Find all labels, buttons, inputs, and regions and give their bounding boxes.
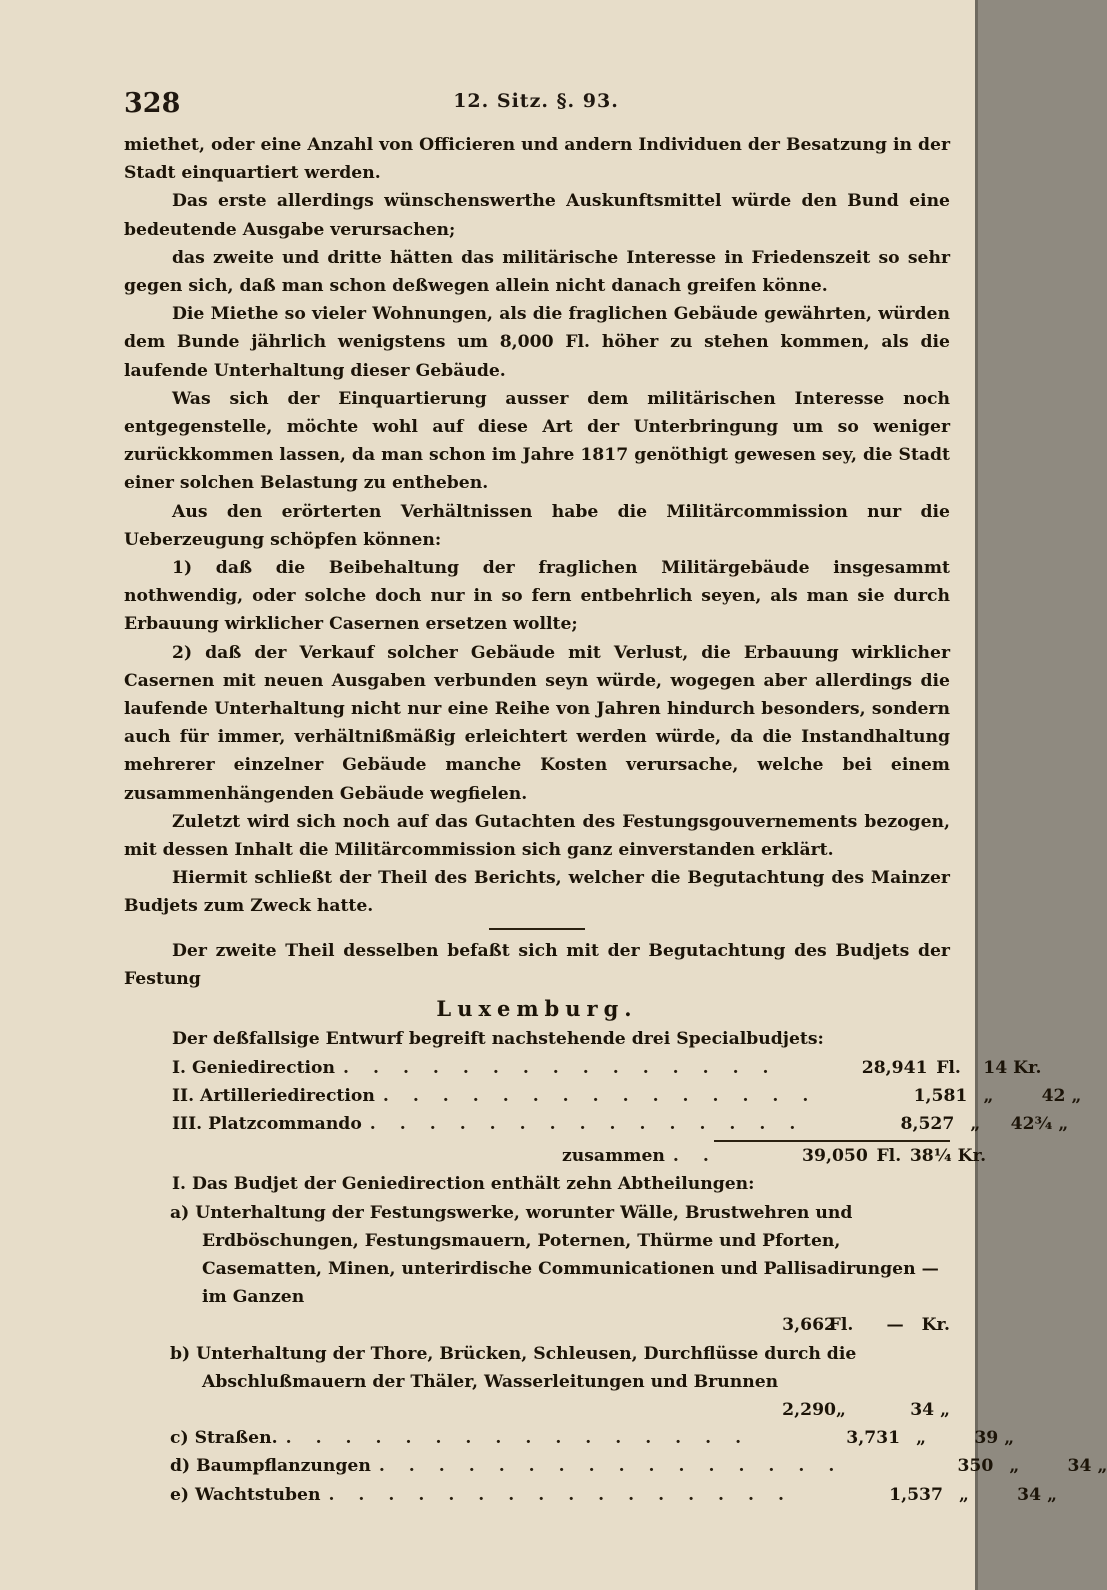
genie-unit: „ xyxy=(836,1399,846,1420)
budget-amount: 28,941 xyxy=(861,1057,928,1078)
page-header xyxy=(124,88,948,124)
budget-label: II. Artilleriedirection xyxy=(172,1085,375,1106)
page-body xyxy=(124,131,1107,1509)
paragraph: Aus den erörterten Verhältnissen habe die Militärcommission nur die Ueberzeugung schöpfen können: xyxy=(124,501,950,550)
leader-dots: . . . . . . . . . . . . . . . . xyxy=(378,1456,844,1477)
section-title: Luxemburg. xyxy=(436,996,638,1022)
genie-item xyxy=(170,1452,1107,1480)
paragraph: I. Das Budjet der Geniedirection enthält zehn Abtheilungen: xyxy=(172,1174,755,1195)
leader-dots: . . . . . . . . . . . . . . . xyxy=(369,1113,805,1134)
genie-unit: Fl. xyxy=(828,1315,854,1336)
leader-dots: . . . . . . . . . . . . . . . xyxy=(343,1057,778,1078)
genie-amount: 350 xyxy=(957,1456,994,1477)
genie-item-label: c) Straßen. xyxy=(170,1428,278,1449)
genie-item xyxy=(170,1424,1015,1452)
genie-amount: 3,731 xyxy=(846,1428,901,1449)
paragraph: Die Miethe so vieler Wohnungen, als die fraglichen Gebäude gewährten, würden dem Bunde jährlich wenigstens um 8,000 Fl. höher zu stehen kommen, als die laufende Unterhaltung dieser Gebäude. xyxy=(124,304,950,381)
budget-row xyxy=(172,1054,1042,1082)
leader-dots: . . . . . . . . . . . . . . . xyxy=(382,1085,818,1106)
leader-dots: . . xyxy=(672,1146,718,1167)
genie-unit: „ xyxy=(959,1484,969,1505)
budget-label: I. Geniedirection xyxy=(172,1057,336,1078)
budget-unit: „ xyxy=(983,1085,994,1106)
genie-item-label: a) Unterhaltung der Festungswerke, worunter Wälle, Brustwehren und Erdböschungen, Festungsmauern, Poternen, Thürme und Pforten, Casematten, Minen, unterirdische Communicationen und Pallisadirungen — im Ganzen xyxy=(170,1202,939,1308)
genie-item-label: d) Baumpflanzungen xyxy=(170,1456,371,1477)
budget-kr: 14 Kr. xyxy=(983,1057,1042,1078)
total-row xyxy=(172,1142,987,1170)
total-amount: 39,050 xyxy=(802,1146,868,1167)
leader-dots: . . . . . . . . . . . . . . . . xyxy=(285,1428,751,1449)
total-kr: 38¼ Kr. xyxy=(909,1146,987,1167)
paragraph: das zweite und dritte hätten das militärische Interesse in Friedenszeit so sehr gegen sich, daß man schon deßwegen allein nicht danach greifen könne. xyxy=(124,247,950,297)
genie-item-text xyxy=(170,1340,950,1396)
kr-unit: Kr. xyxy=(921,1315,950,1336)
budget-amount: 8,527 xyxy=(900,1113,955,1134)
paragraph: Das erste allerdings wünschenswerthe Auskunftsmittel würde den Bund eine bedeutende Ausgabe verursachen; xyxy=(124,191,950,240)
genie-amount: 2,290 xyxy=(782,1399,836,1420)
list-item: 2) daß der Verkauf solcher Gebäude mit Verlust, die Erbauung wirklicher Casernen mit neuen Ausgaben verbunden seyn würde, wogegen aber allerdings die laufende Unterhaltung nicht nur eine Reihe von Jahren hindurch besonders, sondern auch für immer, verhältnißmäßig erleichtert werden würde, da die Instandhaltung mehrerer einzelner Gebäude manche Kosten verursache, welche bei einem zusammenhängenden Gebäude wegfielen. xyxy=(124,642,950,804)
genie-kr xyxy=(878,1311,950,1339)
paragraph: Was sich der Einquartierung ausser dem militärischen Interesse noch entgegenstelle, möchte wohl auf diese Art der Unterbringung um so weniger zurückkommen lassen, da man schon im Jahre 1817 genöthigt gewesen sey, die Stadt einer solchen Belastung zu entheben. xyxy=(124,388,950,494)
genie-item-values xyxy=(156,1311,950,1339)
genie-item-text xyxy=(170,1199,950,1312)
genie-item-label: b) Unterhaltung der Thore, Brücken, Schleusen, Durchflüsse durch die Abschlußmauern der Thäler, Wasserleitungen und Brunnen xyxy=(170,1343,857,1392)
budget-unit: „ xyxy=(970,1113,981,1134)
paragraph: Hiermit schließt der Theil des Berichts, welcher die Begutachtung des Mainzer Budjets zum Zweck hatte. xyxy=(124,868,950,917)
genie-kr: 34 „ xyxy=(910,1399,950,1420)
paragraph: Zuletzt wird sich noch auf das Gutachten des Festungsgouvernements bezogen, mit dessen Inhalt die Militärcommission sich ganz einverstanden erklärt. xyxy=(124,811,950,861)
paragraph: Der deßfallsige Entwurf begreift nachstehende drei Specialbudjets: xyxy=(172,1029,824,1050)
genie-item-values xyxy=(156,1396,950,1424)
genie-item xyxy=(124,1340,950,1425)
budget-kr: 42 „ xyxy=(1041,1085,1082,1106)
genie-kr: 34 „ xyxy=(1017,1484,1057,1505)
list-item: 1) daß die Beibehaltung der fraglichen Militärgebäude insgesammt nothwendig, oder solche doch nur in so fern entbehrlich seyen, als man sie durch Erbauung wirklicher Casernen ersetzen wollte; xyxy=(124,558,950,635)
budget-kr: 42¾ „ xyxy=(1010,1113,1069,1134)
paragraph: miethet, oder eine Anzahl von Officieren und andern Individuen der Besatzung in der Stadt einquartiert werden. xyxy=(124,135,950,184)
genie-kr: 34 „ xyxy=(1067,1456,1107,1477)
genie-kr: 39 „ xyxy=(974,1428,1015,1449)
budget-row xyxy=(172,1082,1082,1110)
dash: — xyxy=(886,1315,904,1336)
genie-amount: 1,537 xyxy=(889,1484,943,1505)
budget-table xyxy=(172,1054,1082,1171)
total-label: zusammen xyxy=(562,1146,665,1167)
leader-dots: . . . . . . . . . . . . . . . . xyxy=(328,1484,793,1505)
genie-amount: 3,662 xyxy=(782,1315,836,1336)
genie-unit: „ xyxy=(916,1428,927,1449)
budget-unit: Fl. xyxy=(936,1057,961,1078)
budget-row xyxy=(172,1110,1069,1138)
running-head: 12. Sitz. §. 93. xyxy=(453,90,619,112)
total-unit: Fl. xyxy=(876,1146,902,1167)
budget-label: III. Platzcommando xyxy=(172,1113,362,1134)
genie-unit: „ xyxy=(1009,1456,1020,1477)
genie-item xyxy=(170,1481,1057,1509)
paragraph: Der zweite Theil desselben befaßt sich mit der Begutachtung des Budjets der Festung xyxy=(124,940,950,989)
section-divider xyxy=(489,928,585,930)
genie-item xyxy=(124,1199,950,1340)
genie-item-label: e) Wachtstuben xyxy=(170,1484,321,1505)
page-number: 328 xyxy=(124,88,181,119)
budget-amount: 1,581 xyxy=(913,1085,968,1106)
